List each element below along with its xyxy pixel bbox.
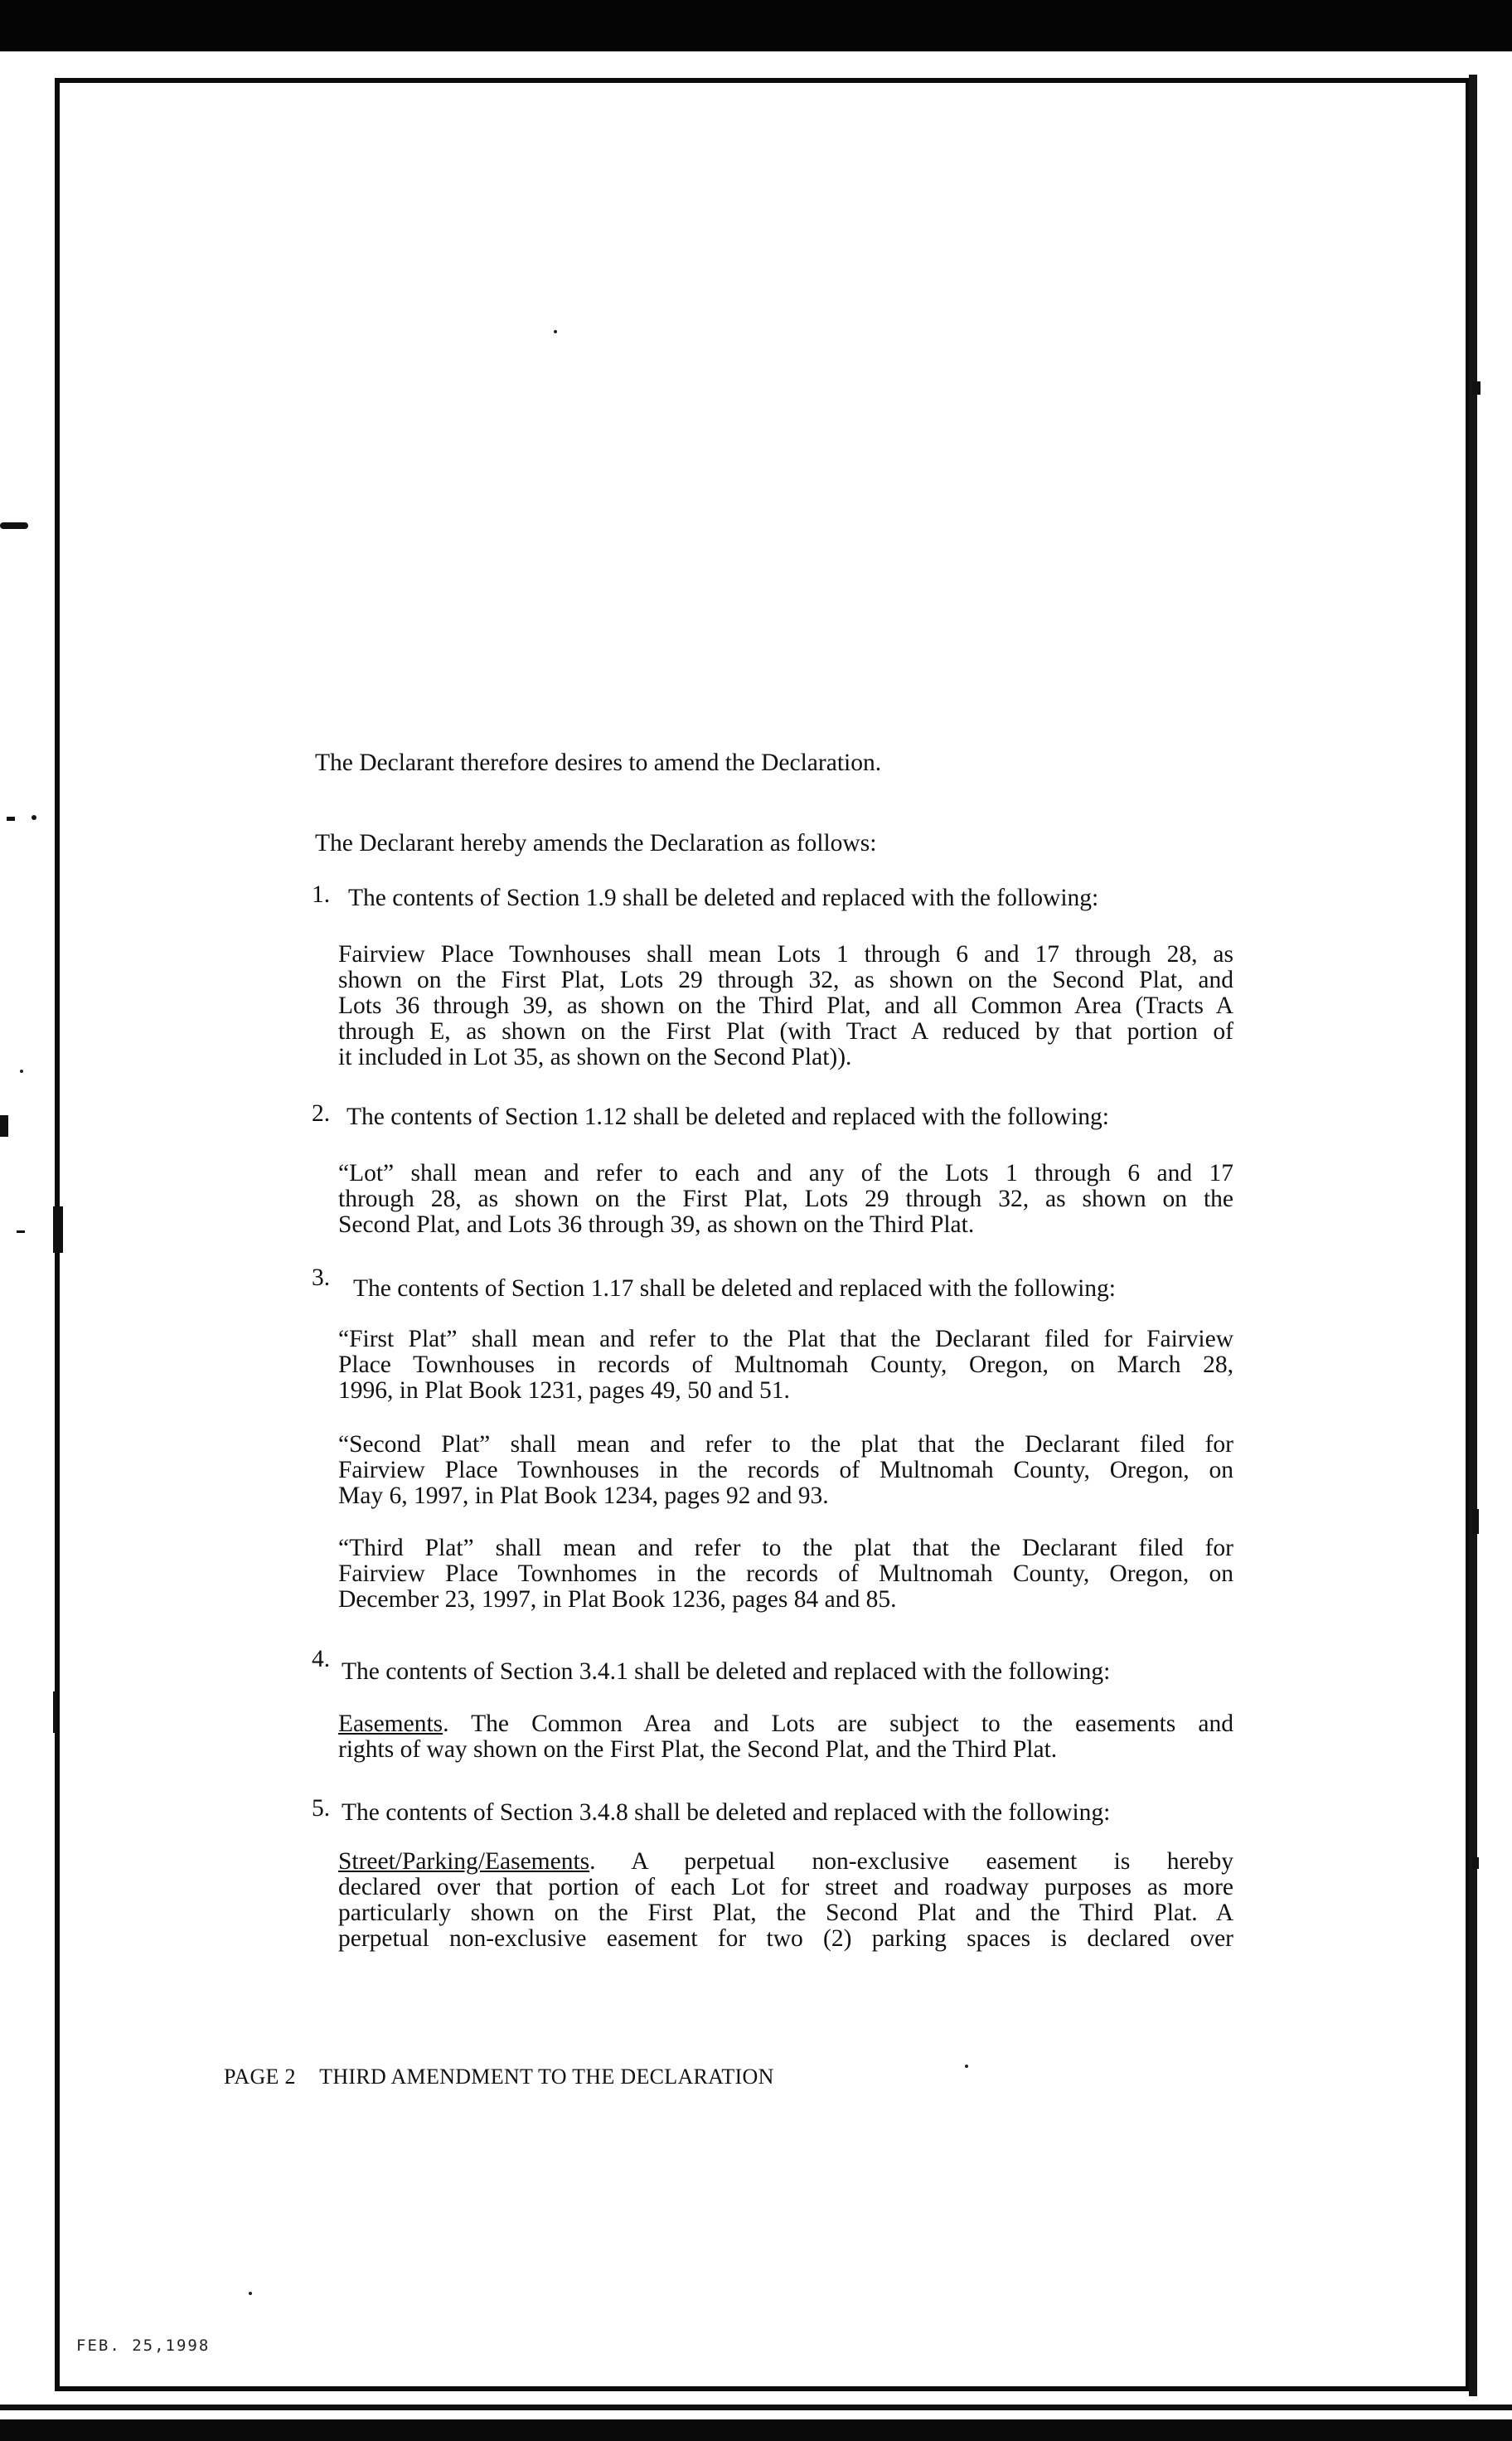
item-paragraph xyxy=(338,1327,1233,1404)
item-paragraph xyxy=(338,1536,1233,1613)
section-lead-underlined: Easements xyxy=(338,1711,443,1737)
item-number: 2. xyxy=(312,1100,331,1127)
item-paragraph xyxy=(338,1849,1233,1952)
page-footer xyxy=(224,2065,774,2089)
paragraph-line: Fairview Place Townhouses shall mean Lots 1 through 6 and 17 through 28, as xyxy=(338,941,1233,968)
item-heading: The contents of Section 1.9 shall be deleted and replaced with the following: xyxy=(348,885,1099,911)
scan-speck xyxy=(554,330,557,333)
paragraph-line: Second Plat, and Lots 36 through 39, as shown on the Third Plat. xyxy=(338,1211,975,1238)
paragraph-line: perpetual non-exclusive easement for two (2) parking spaces is declared over xyxy=(338,1925,1233,1952)
paragraph-line: declared over that portion of each Lot for street and roadway purposes as more xyxy=(338,1874,1233,1900)
scan-top-border xyxy=(0,0,1512,51)
paragraph-line: Fairview Place Townhomes in the records of Multnomah County, Oregon, on xyxy=(338,1560,1233,1587)
paragraph-line: “Second Plat” shall mean and refer to the plat that the Declarant filed for xyxy=(338,1431,1233,1458)
paragraph-line: “First Plat” shall mean and refer to the Plat that the Declarant filed for Fairview xyxy=(338,1326,1233,1352)
item-heading: The contents of Section 3.4.1 shall be deleted and replaced with the following: xyxy=(342,1658,1111,1685)
margin-mark xyxy=(1472,1857,1479,1869)
item-paragraph xyxy=(338,942,1233,1070)
item-heading: The contents of Section 1.12 shall be deleted and replaced with the following: xyxy=(346,1104,1109,1130)
page-number: PAGE 2 xyxy=(224,2065,296,2089)
margin-mark xyxy=(17,1230,25,1233)
item-paragraph xyxy=(338,1161,1233,1238)
scan-bottom-border xyxy=(0,2419,1512,2441)
paragraph-line-rest: . The Common Area and Lots are subject to the easements and xyxy=(443,1711,1233,1737)
margin-mark xyxy=(32,815,36,820)
paragraph-line: 1996, in Plat Book 1231, pages 49, 50 and 51. xyxy=(338,1377,790,1404)
paragraph-line-rest: . A perpetual non-exclusive easement is hereby xyxy=(589,1848,1233,1875)
item-number: 5. xyxy=(312,1795,331,1822)
item-number: 4. xyxy=(312,1646,331,1672)
section-lead-underlined: Street/Parking/Easements xyxy=(338,1848,590,1875)
paragraph-line: particularly shown on the First Plat, the Second Plat and the Third Plat. A xyxy=(338,1900,1233,1926)
margin-mark xyxy=(0,522,28,529)
footer-title: THIRD AMENDMENT TO THE DECLARATION xyxy=(319,2065,774,2089)
paragraph-line: December 23, 1997, in Plat Book 1236, pages 84 and 85. xyxy=(338,1586,897,1613)
paragraph-line xyxy=(338,1849,1233,1875)
paragraph-line: through E, as shown on the First Plat (with Tract A reduced by that portion of xyxy=(338,1018,1233,1045)
item-paragraph xyxy=(338,1432,1233,1509)
fax-date-stamp: FEB. 25,1998 xyxy=(76,2337,211,2355)
margin-mark xyxy=(0,1115,8,1137)
paragraph-line: through 28, as shown on the First Plat, Lots 29 through 32, as shown on the xyxy=(338,1186,1233,1212)
item-heading: The contents of Section 1.17 shall be deleted and replaced with the following: xyxy=(353,1275,1116,1302)
page-frame-shadow xyxy=(1469,75,1477,2396)
paragraph-line: Lots 36 through 39, as shown on the Third Plat, and all Common Area (Tracts A xyxy=(338,992,1233,1019)
paragraph-line: it included in Lot 35, as shown on the Second Plat)). xyxy=(338,1044,852,1070)
item-number: 3. xyxy=(312,1264,331,1291)
paragraph-line: Fairview Place Townhouses in the records of Multnomah County, Oregon, on xyxy=(338,1457,1233,1483)
margin-mark xyxy=(1472,1509,1479,1534)
margin-mark xyxy=(1472,381,1480,395)
scan-bottom-line xyxy=(0,2405,1512,2410)
item-paragraph xyxy=(338,1711,1233,1763)
scan-speck xyxy=(965,2065,968,2068)
scan-speck xyxy=(249,2292,252,2295)
item-number: 1. xyxy=(312,881,331,908)
paragraph-line: shown on the First Plat, Lots 29 through 32, as shown on the Second Plat, and xyxy=(338,967,1233,993)
paragraph-line xyxy=(338,1711,1233,1737)
margin-mark xyxy=(7,817,15,821)
intro-paragraph-2: The Declarant hereby amends the Declaration as follows: xyxy=(315,830,877,857)
scan-speck xyxy=(20,1070,23,1073)
paragraph-line: rights of way shown on the First Plat, the Second Plat, and the Third Plat. xyxy=(338,1736,1058,1763)
item-heading: The contents of Section 3.4.8 shall be deleted and replaced with the following: xyxy=(342,1799,1111,1826)
intro-paragraph-1: The Declarant therefore desires to amend the Declaration. xyxy=(315,750,882,776)
paragraph-line: Place Townhouses in records of Multnomah County, Oregon, on March 28, xyxy=(338,1352,1233,1378)
margin-mark xyxy=(53,1206,63,1253)
paragraph-line: “Lot” shall mean and refer to each and any of the Lots 1 through 6 and 17 xyxy=(338,1160,1233,1187)
margin-mark xyxy=(53,1691,56,1733)
paragraph-line: May 6, 1997, in Plat Book 1234, pages 92 and 93. xyxy=(338,1483,829,1509)
paragraph-line: “Third Plat” shall mean and refer to the plat that the Declarant filed for xyxy=(338,1535,1233,1561)
